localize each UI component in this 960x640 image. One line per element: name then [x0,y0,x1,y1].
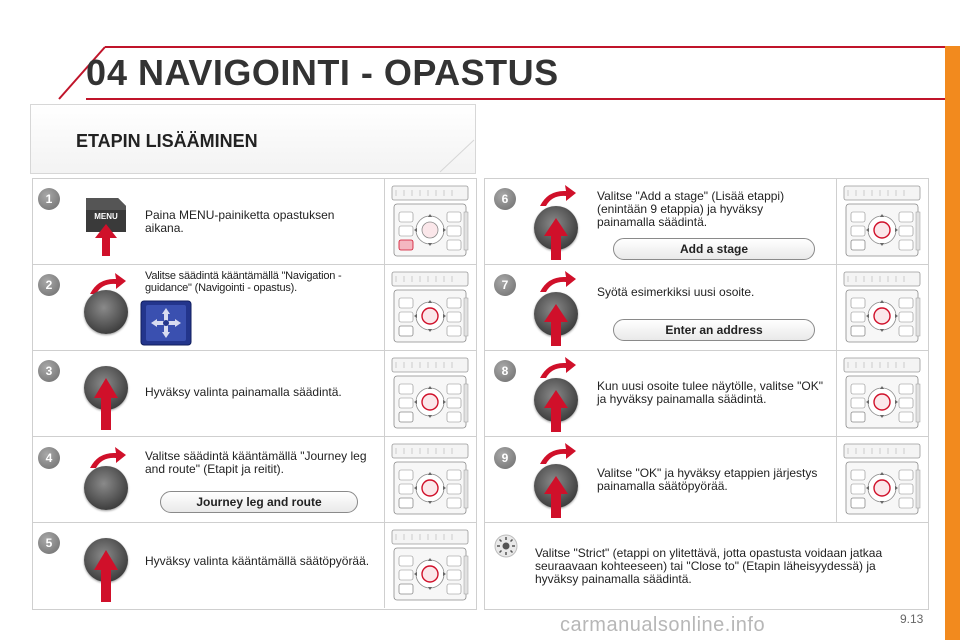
radio-unit-illustration [842,184,922,260]
chapter-title: NAVIGOINTI - OPASTUS [138,52,559,93]
step-6-text: Valitse "Add a stage" (Lisää etappi) (enintään 9 etappia) ja hyväksy painamalla säädintä. [597,189,785,229]
column-divider [384,178,385,608]
svg-text:MENU: MENU [94,212,118,221]
step-8-text: Kun uusi osoite tulee näytölle, valitse "OK" ja hyväksy painamalla säädintä. [597,379,823,406]
joystick-screen-icon [140,300,192,346]
rotate-arrow-icon [538,442,578,466]
section-title: ETAPIN LISÄÄMINEN [76,131,258,151]
radio-unit-illustration [842,356,922,432]
enter-an-address-menu-item: Enter an address [613,319,815,341]
row-divider [32,264,477,265]
rotate-arrow-icon [538,356,578,380]
rotate-knob-icon [84,466,128,510]
step-4-text: Valitse säädintä kääntämällä "Journey leg and route" (Etapit ja reitit). [145,449,367,476]
row-divider [484,522,929,523]
step-9-text: Valitse "OK" ja hyväksy etappien järjestys painamalla säätöpyörää. [597,466,818,493]
chapter-number: 04 [86,52,129,93]
row-divider [484,436,929,437]
row-divider [32,522,477,523]
tip-sun-icon [494,534,518,558]
rotate-arrow-icon [538,184,578,208]
section-box-corner [420,138,476,174]
column-divider [836,178,837,522]
rotate-arrow-icon [538,270,578,294]
step-badge: 4 [38,447,60,469]
step-badge: 2 [38,274,60,296]
press-arrow-icon [542,384,570,434]
step-5-text: Hyväksy valinta kääntämällä säätöpyörää. [145,554,370,568]
radio-unit-illustration [842,442,922,518]
row-divider [32,436,477,437]
header-rule-bottom [86,98,950,100]
row-divider [484,350,929,351]
step-badge: 6 [494,188,516,210]
step-badge: 8 [494,360,516,382]
press-arrow-icon [92,372,120,432]
watermark: carmanualsonline.info [560,614,766,636]
press-arrow-icon [542,212,570,262]
radio-unit-illustration [842,270,922,346]
radio-unit-illustration [390,184,470,260]
header-rule-top [105,46,947,48]
radio-unit-illustration [390,356,470,432]
tip-text: Valitse "Strict" (etappi on ylitettävä, jotta opastusta voidaan jatkaa seuraavaan kohteeseen) tai "Close to" (Etapin läheisyydessä) ja hyväksy painamalla säädintä. [535,546,883,586]
step-3-text: Hyväksy valinta painamalla säädintä. [145,385,342,399]
row-divider [32,350,477,351]
press-arrow-icon [542,470,570,520]
journey-leg-menu-item: Journey leg and route [160,491,358,513]
press-arrow-icon [92,544,120,604]
step-7-text: Syötä esimerkiksi uusi osoite. [597,285,755,299]
step-badge: 9 [494,447,516,469]
step-badge: 3 [38,360,60,382]
row-divider [484,264,929,265]
step-badge: 1 [38,188,60,210]
step-badge: 5 [38,532,60,554]
menu-button-icon [80,196,128,258]
rotate-knob-icon [84,290,128,334]
step-1-text: Paina MENU-painiketta opastuksen aikana. [145,208,335,235]
step-2-text: Valitse säädintä kääntämällä "Navigation - guidance" (Navigointi - opastus). [145,270,342,294]
chapter-side-tab [945,46,960,640]
press-arrow-icon [542,298,570,348]
page-number: 9.13 [900,612,924,626]
radio-unit-illustration [390,528,470,604]
add-a-stage-menu-item: Add a stage [613,238,815,260]
step-badge: 7 [494,274,516,296]
radio-unit-illustration [390,442,470,518]
radio-unit-illustration [390,270,470,346]
